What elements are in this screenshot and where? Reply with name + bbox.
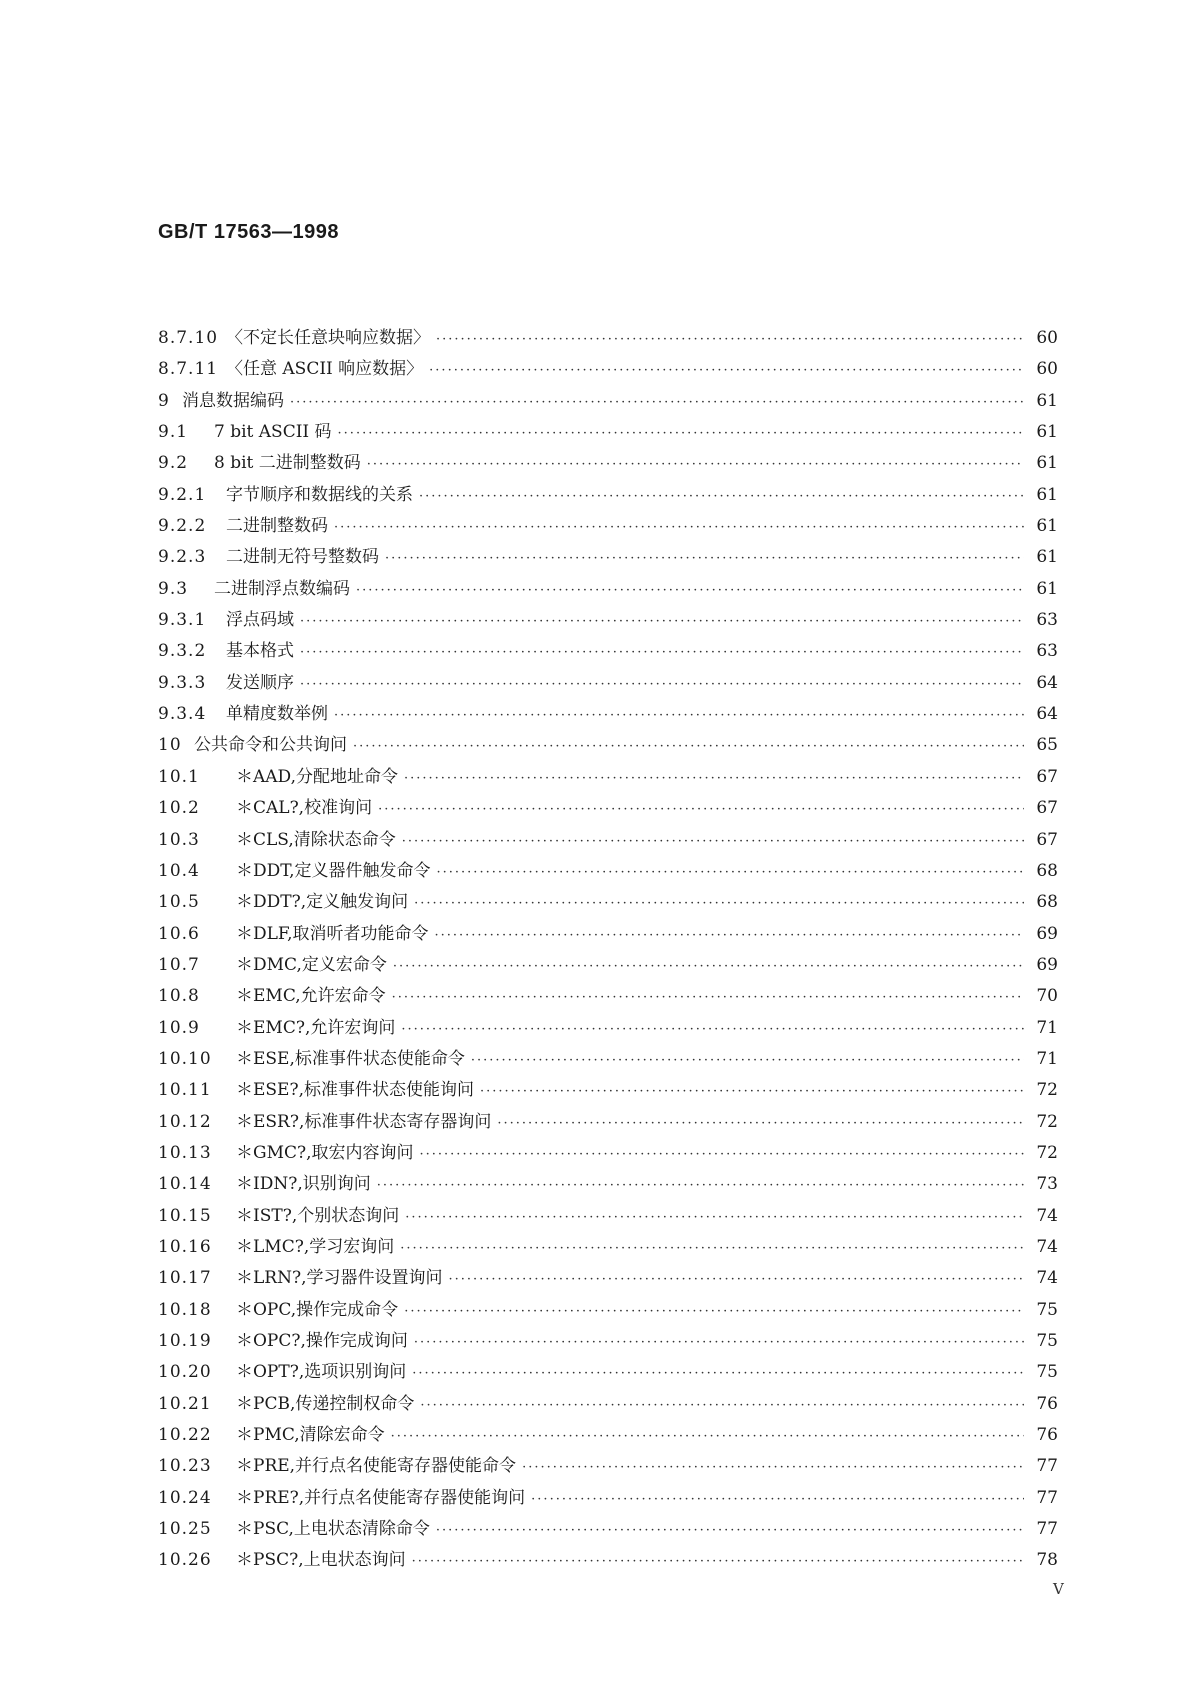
toc-entry-number: 10.9 (158, 1017, 200, 1038)
dot-leader (334, 520, 1024, 535)
toc-entry-title: ＊DLF,取消听者功能命令 (236, 923, 429, 944)
toc-entry[interactable] (158, 1420, 1058, 1451)
toc-entry-number: 10.14 (158, 1174, 212, 1195)
dot-leader (522, 1460, 1024, 1475)
toc-entry-number: 10.13 (158, 1142, 212, 1163)
toc-entry-title: ＊IST?,个别状态询问 (236, 1205, 400, 1226)
toc-entry-title: ＊GMC?,取宏内容询问 (236, 1142, 414, 1163)
toc-entry-page: 75 (1036, 1362, 1058, 1383)
toc-entry-number: 9.3 (158, 578, 189, 599)
toc-entry-title: ＊IDN?,识别询问 (236, 1174, 371, 1195)
dot-leader (391, 1429, 1024, 1444)
toc-entry[interactable] (158, 1389, 1058, 1420)
toc-entry-number: 9.2.2 (158, 516, 207, 537)
dot-leader (448, 1272, 1024, 1287)
dot-leader (531, 1492, 1024, 1507)
dot-leader (497, 1116, 1024, 1131)
toc-entry[interactable] (158, 1075, 1058, 1106)
toc-entry-page: 69 (1036, 954, 1058, 975)
toc-entry-title: ＊DDT?,定义触发询问 (236, 892, 409, 913)
toc-entry-number: 10 (158, 735, 182, 756)
standard-number-header: GB/T 17563—1998 (158, 221, 339, 243)
dot-leader (437, 865, 1024, 880)
toc-entry-number: 10.2 (158, 798, 200, 819)
toc-entry-number: 10.10 (158, 1048, 212, 1069)
dot-leader (429, 363, 1024, 378)
toc-entry[interactable] (158, 574, 1058, 605)
toc-entry-title: 字节顺序和数据线的关系 (226, 484, 413, 505)
dot-leader (353, 739, 1024, 754)
toc-entry-title: ＊LRN?,学习器件设置询问 (236, 1268, 443, 1289)
toc-entry-number: 10.26 (158, 1550, 212, 1571)
toc-entry-page: 73 (1036, 1174, 1058, 1195)
dot-leader (393, 959, 1024, 974)
dot-leader (420, 1398, 1024, 1413)
dot-leader (300, 614, 1024, 629)
toc-entry[interactable] (158, 386, 1058, 417)
toc-entry-title: ＊PMC,清除宏命令 (236, 1425, 385, 1446)
toc-entry-title: 二进制浮点数编码 (214, 578, 350, 599)
toc-entry[interactable] (158, 1013, 1058, 1044)
toc-entry-title: ＊PRE?,并行点名使能寄存器使能询问 (236, 1487, 526, 1508)
toc-entry-number: 10.3 (158, 829, 200, 850)
toc-entry-number: 10.19 (158, 1331, 212, 1351)
toc-entry-title: ＊PSC,上电状态清除命令 (236, 1519, 430, 1540)
toc-entry-number: 10.16 (158, 1236, 212, 1257)
toc-entry-number: 9.2.3 (158, 547, 207, 568)
toc-entry-number: 10.8 (158, 986, 200, 1007)
toc-entry[interactable] (158, 1514, 1058, 1545)
toc-entry-page: 61 (1036, 422, 1058, 443)
toc-entry-number: 9.2 (158, 453, 189, 474)
toc-entry-title: ＊PSC?,上电状态询问 (236, 1550, 406, 1571)
toc-entry-number: 9.3.1 (158, 610, 207, 631)
dot-leader (404, 1304, 1024, 1319)
toc-entry[interactable] (158, 699, 1058, 730)
toc-entry-page: 67 (1036, 798, 1058, 819)
toc-entry-title: ＊DDT,定义器件触发命令 (236, 860, 431, 881)
toc-entry-page: 69 (1036, 923, 1058, 944)
toc-entry-number: 8.7.10 (158, 328, 219, 348)
toc-entry[interactable] (158, 1232, 1058, 1263)
toc-entry-page: 71 (1036, 1048, 1058, 1069)
toc-entry-page: 65 (1036, 735, 1058, 756)
toc-entry[interactable] (158, 480, 1058, 511)
toc-entry-page: 76 (1036, 1393, 1058, 1414)
toc-entry[interactable] (158, 1545, 1058, 1576)
toc-entry[interactable] (158, 950, 1058, 981)
toc-entry-page: 60 (1036, 359, 1058, 380)
toc-entry-title: ＊EMC,允许宏命令 (236, 986, 386, 1007)
toc-entry-title: ＊DMC,定义宏命令 (236, 954, 387, 975)
dot-leader (392, 990, 1024, 1005)
toc-entry[interactable] (158, 856, 1058, 887)
toc-entry-page: 61 (1036, 578, 1058, 599)
toc-entry[interactable] (158, 981, 1058, 1012)
toc-entry[interactable] (158, 1483, 1058, 1514)
toc-entry[interactable] (158, 1295, 1058, 1326)
toc-entry[interactable] (158, 1263, 1058, 1294)
toc-entry-title: ＊ESR?,标准事件状态寄存器询问 (236, 1111, 492, 1132)
toc-entry-page: 74 (1036, 1236, 1058, 1257)
toc-entry-page: 61 (1036, 516, 1058, 537)
toc-entry[interactable] (158, 511, 1058, 542)
toc-entry-title: 发送顺序 (226, 672, 294, 693)
toc-entry-page: 64 (1036, 704, 1058, 725)
toc-entry-number: 10.1 (158, 766, 200, 787)
dot-leader (420, 1147, 1024, 1162)
toc-entry-title: ＊ESE?,标准事件状态使能询问 (236, 1080, 474, 1101)
dot-leader (480, 1084, 1024, 1099)
toc-entry-title: 浮点码域 (226, 610, 294, 631)
toc-entry-number: 10.4 (158, 860, 200, 881)
toc-entry-number: 9.2.1 (158, 484, 207, 505)
toc-entry[interactable] (158, 1169, 1058, 1200)
toc-entry[interactable] (158, 542, 1058, 573)
toc-entry-number: 9.3.2 (158, 641, 207, 662)
dot-leader (377, 1178, 1024, 1193)
toc-entry-title: ＊PRE,并行点名使能寄存器使能命令 (236, 1456, 517, 1477)
toc-entry-number: 10.18 (158, 1299, 212, 1320)
dot-leader (300, 645, 1024, 660)
toc-entry-title: ＊ESE,标准事件状态使能命令 (236, 1048, 465, 1069)
toc-entry-page: 63 (1036, 610, 1058, 631)
toc-entry-page: 72 (1036, 1111, 1058, 1132)
toc-entry-title: ＊OPC,操作完成命令 (236, 1299, 399, 1320)
toc-entry[interactable] (158, 605, 1058, 636)
toc-entry-page: 78 (1036, 1550, 1058, 1571)
dot-leader (412, 1366, 1024, 1381)
toc-entry-page: 67 (1036, 829, 1058, 850)
toc-entry[interactable] (158, 793, 1058, 824)
toc-entry[interactable] (158, 354, 1058, 385)
toc-entry-page: 63 (1036, 641, 1058, 662)
toc-entry[interactable] (158, 668, 1058, 699)
dot-leader (471, 1053, 1024, 1068)
toc-entry[interactable] (158, 1107, 1058, 1138)
toc-entry[interactable] (158, 323, 1058, 354)
toc-entry-title: ＊EMC?,允许宏询问 (236, 1017, 396, 1038)
toc-entry[interactable] (158, 1044, 1058, 1075)
page-folio: Ⅴ (1053, 1580, 1064, 1598)
toc-entry-number: 10.12 (158, 1111, 212, 1132)
toc-entry-page: 74 (1036, 1268, 1058, 1289)
toc-entry-title: 二进制无符号整数码 (226, 547, 379, 568)
toc-entry-title: 〈不定长任意块响应数据〉 (226, 328, 430, 348)
toc-entry-page: 61 (1036, 547, 1058, 568)
toc-entry-title: 7 bit ASCII 码 (214, 422, 332, 443)
toc-entry-title: ＊CAL?,校准询问 (236, 798, 373, 819)
toc-entry-number: 8.7.11 (158, 359, 219, 380)
toc-entry-page: 75 (1036, 1331, 1058, 1351)
dot-leader (419, 489, 1024, 504)
toc-entry-title: ＊LMC?,学习宏询问 (236, 1236, 395, 1257)
table-of-contents (158, 323, 1058, 1577)
toc-entry-title: 8 bit 二进制整数码 (214, 453, 361, 474)
toc-entry-page: 64 (1036, 672, 1058, 693)
toc-entry[interactable] (158, 417, 1058, 448)
toc-entry[interactable] (158, 448, 1058, 479)
toc-entry[interactable] (158, 1138, 1058, 1169)
toc-entry-page: 67 (1036, 766, 1058, 787)
toc-entry-number: 10.25 (158, 1519, 212, 1540)
toc-entry-page: 60 (1036, 328, 1058, 348)
toc-entry[interactable] (158, 887, 1058, 918)
toc-entry[interactable] (158, 636, 1058, 667)
toc-entry-page: 61 (1036, 390, 1058, 411)
dot-leader (401, 1022, 1024, 1037)
toc-entry-number: 10.23 (158, 1456, 212, 1477)
toc-entry-title: 基本格式 (226, 641, 294, 662)
toc-entry-page: 77 (1036, 1519, 1058, 1540)
toc-entry[interactable] (158, 1357, 1058, 1388)
toc-entry-page: 72 (1036, 1142, 1058, 1163)
dot-leader (356, 583, 1024, 598)
toc-entry-page: 68 (1036, 892, 1058, 913)
toc-entry-number: 10.6 (158, 923, 200, 944)
toc-entry[interactable] (158, 1201, 1058, 1232)
dot-leader (412, 1554, 1024, 1569)
toc-entry[interactable] (158, 919, 1058, 950)
dot-leader (402, 834, 1024, 849)
toc-entry-title: ＊OPT?,选项识别询问 (236, 1362, 407, 1383)
toc-entry-number: 9.3.3 (158, 672, 207, 693)
dot-leader (385, 551, 1024, 566)
toc-entry-number: 10.15 (158, 1205, 212, 1226)
toc-entry-page: 77 (1036, 1456, 1058, 1477)
toc-entry-page: 68 (1036, 860, 1058, 881)
dot-leader (290, 395, 1024, 410)
toc-entry-page: 75 (1036, 1299, 1058, 1320)
dot-leader (414, 1335, 1024, 1350)
dot-leader (436, 1523, 1024, 1538)
toc-entry-page: 61 (1036, 453, 1058, 474)
toc-entry-number: 10.21 (158, 1393, 212, 1414)
toc-entry-page: 70 (1036, 986, 1058, 1007)
dot-leader (404, 771, 1024, 786)
toc-entry[interactable] (158, 825, 1058, 856)
dot-leader (414, 896, 1024, 911)
toc-entry[interactable] (158, 762, 1058, 793)
toc-entry-number: 10.5 (158, 892, 200, 913)
toc-entry-title: ＊CLS,清除状态命令 (236, 829, 396, 850)
toc-entry-number: 10.24 (158, 1487, 212, 1508)
toc-entry[interactable] (158, 1451, 1058, 1482)
dot-leader (334, 708, 1024, 723)
dot-leader (367, 457, 1024, 472)
toc-entry-page: 61 (1036, 484, 1058, 505)
toc-entry-title: ＊PCB,传递控制权命令 (236, 1393, 415, 1414)
toc-entry-title: ＊OPC?,操作完成询问 (236, 1331, 408, 1351)
toc-entry-page: 77 (1036, 1487, 1058, 1508)
toc-entry-page: 76 (1036, 1425, 1058, 1446)
toc-entry-number: 10.17 (158, 1268, 212, 1289)
dot-leader (338, 426, 1024, 441)
toc-entry-number: 10.20 (158, 1362, 212, 1383)
dot-leader (400, 1241, 1024, 1256)
toc-entry-number: 10.22 (158, 1425, 212, 1446)
toc-entry-title: ＊AAD,分配地址命令 (236, 766, 398, 787)
toc-entry-number: 9.3.4 (158, 704, 207, 725)
toc-entry-title: 单精度数举例 (226, 704, 328, 725)
toc-entry-page: 72 (1036, 1080, 1058, 1101)
toc-entry-number: 9 (158, 390, 170, 411)
dot-leader (434, 928, 1024, 943)
toc-entry-page: 74 (1036, 1205, 1058, 1226)
toc-entry-title: 消息数据编码 (182, 390, 284, 411)
dot-leader (378, 802, 1024, 817)
dot-leader (405, 1210, 1024, 1225)
toc-entry-title: 〈任意 ASCII 响应数据〉 (226, 359, 424, 380)
toc-entry-number: 10.11 (158, 1080, 212, 1101)
toc-entry[interactable] (158, 730, 1058, 761)
dot-leader (436, 332, 1024, 347)
toc-entry[interactable] (158, 1326, 1058, 1357)
toc-entry-title: 二进制整数码 (226, 516, 328, 537)
dot-leader (300, 677, 1024, 692)
toc-entry-page: 71 (1036, 1017, 1058, 1038)
toc-entry-number: 10.7 (158, 954, 200, 975)
toc-entry-title: 公共命令和公共询问 (194, 735, 347, 756)
toc-entry-number: 9.1 (158, 422, 189, 443)
